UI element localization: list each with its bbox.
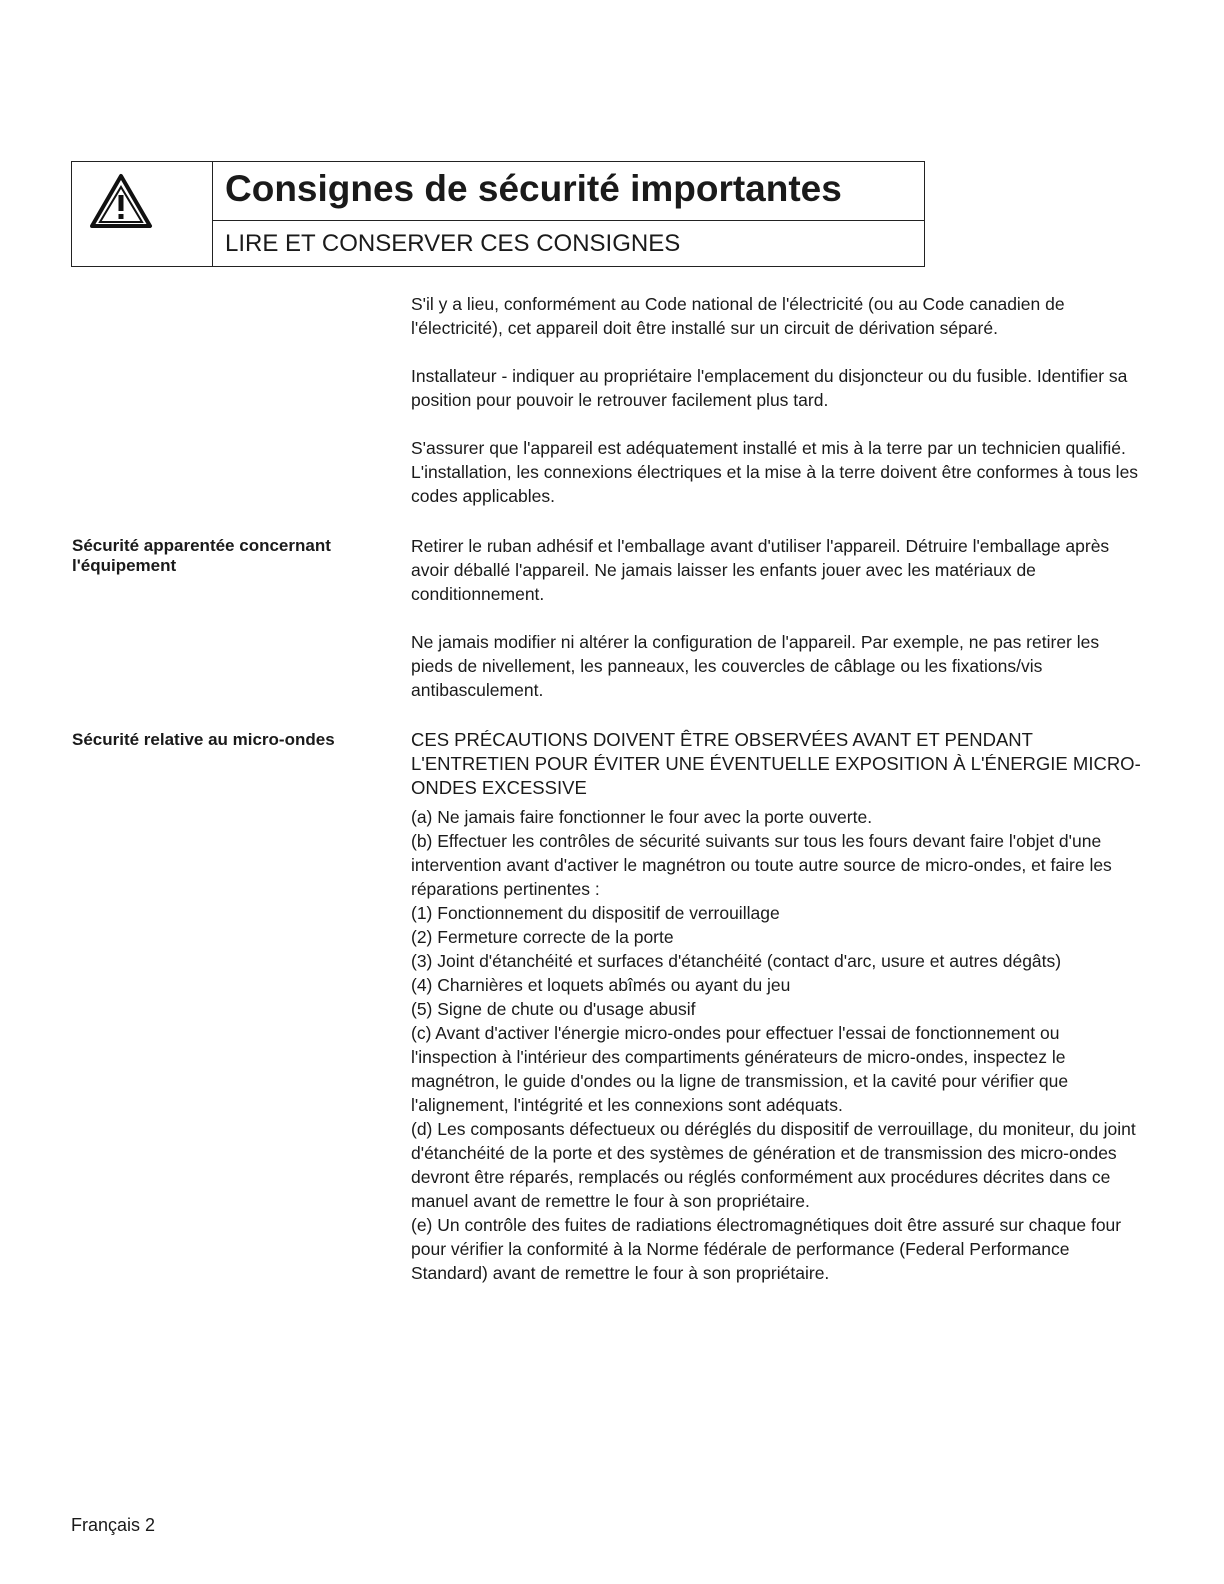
page-number: Français 2	[71, 1515, 156, 1535]
microwave-item-d: (d) Les composants défectueux ou déréglés du dispositif de verrouillage, du moniteur, du joint d'étanchéité de la porte et des systèmes de génération et de transmission des micro-ondes devront être réparés, remplacés ou réglés conformément aux procédures décrites dans ce manuel avant de remettre le four à son propriétaire.	[411, 1119, 1136, 1211]
microwave-item-a: (a) Ne jamais faire fonctionner le four avec la porte ouverte.	[411, 807, 873, 827]
header-icon-cell	[72, 162, 213, 266]
microwave-check-item: (5) Signe de chute ou d'usage abusif	[411, 999, 696, 1019]
microwave-item-c: (c) Avant d'activer l'énergie micro-ondes pour effectuer l'essai de fonctionnement ou l'inspection à l'intérieur des compartiments générateurs de micro-ondes, inspectez le magnétron, le guide d'ondes ou la ligne de transmission, et la cavité pour vérifier que l'alignement, l'intégrité et les connexions sont adéquats.	[411, 1023, 1069, 1115]
equipment-paragraph: Retirer le ruban adhésif et l'emballage avant d'utiliser l'appareil. Détruire l'emballage après avoir déballé l'appareil. Ne jamais laisser les enfants jouer avec les matériaux de conditionnement.	[411, 536, 1110, 604]
warning-triangle-icon	[86, 170, 156, 232]
microwave-section-label: Sécurité relative au micro-ondes	[72, 730, 335, 749]
page-title: Consignes de sécurité importantes	[225, 168, 842, 209]
equipment-paragraph: Ne jamais modifier ni altérer la configuration de l'appareil. Par exemple, ne pas retirer les pieds de nivellement, les panneaux, les couvercles de câblage ou les fixations/vis antibasculement.	[411, 632, 1100, 700]
microwave-check-item: (2) Fermeture correcte de la porte	[411, 927, 674, 947]
page-subtitle: LIRE ET CONSERVER CES CONSIGNES	[225, 230, 681, 257]
intro-paragraph: Installateur - indiquer au propriétaire l'emplacement du disjoncteur ou du fusible. Identifier sa position pour pouvoir le retrouver facilement plus tard.	[411, 366, 1128, 410]
equipment-section-label: Sécurité apparentée concernant l'équipement	[72, 536, 331, 575]
microwave-section-text	[411, 728, 1141, 1285]
microwave-item-e: (e) Un contrôle des fuites de radiations électromagnétiques doit être assuré sur chaque four pour vérifier la conformité à la Norme fédérale de performance (Federal Performance Standard) avant de remettre le four à son propriétaire.	[411, 1215, 1122, 1283]
microwave-check-item: (3) Joint d'étanchéité et surfaces d'étanchéité (contact d'arc, usure et autres dégâts)	[411, 951, 1062, 971]
safety-header	[71, 161, 925, 267]
microwave-item-b: (b) Effectuer les contrôles de sécurité suivants sur tous les fours devant faire l'objet d'une intervention avant d'activer le magnétron ou toute autre source de micro-ondes, et faire les réparations pertinentes :	[411, 831, 1112, 899]
intro-text	[411, 292, 1141, 508]
equipment-section-text	[411, 534, 1141, 702]
intro-paragraph: S'il y a lieu, conformément au Code national de l'électricité (ou au Code canadien de l'électricité), cet appareil doit être installé sur un circuit de dérivation séparé.	[411, 294, 1065, 338]
microwave-check-item: (4) Charnières et loquets abîmés ou ayant du jeu	[411, 975, 791, 995]
microwave-check-item: (1) Fonctionnement du dispositif de verrouillage	[411, 903, 780, 923]
intro-paragraph: S'assurer que l'appareil est adéquatement installé et mis à la terre par un technicien qualifié. L'installation, les connexions électriques et la mise à la terre doivent être conformes à tous les codes applicables.	[411, 438, 1139, 506]
header-divider	[213, 220, 924, 221]
microwave-warning-caps: CES PRÉCAUTIONS DOIVENT ÊTRE OBSERVÉES AVANT ET PENDANT L'ENTRETIEN POUR ÉVITER UNE ÉVENTUELLE EXPOSITION À L'ÉNERGIE MICRO-ONDES EXCESSIVE	[411, 729, 1141, 798]
